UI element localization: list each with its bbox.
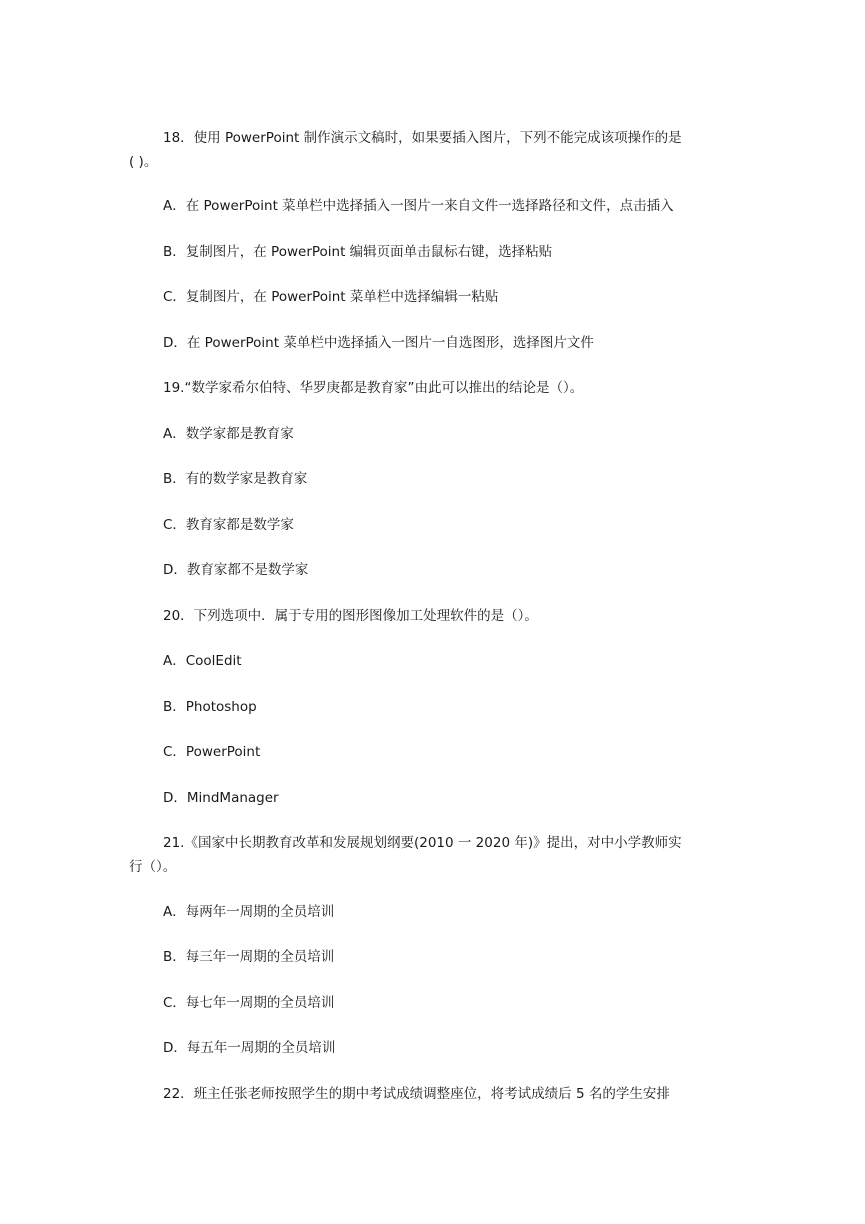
question-19-option-a: A．数学家都是教育家 xyxy=(163,426,294,442)
question-22-stem: 22．班主任张老师按照学生的期中考试成绩调整座位，将考试成绩后 5 名的学生安排 xyxy=(163,1086,670,1102)
question-18-option-d: D．在 PowerPoint 菜单栏中选择插入一图片一自选图形，选择图片文件 xyxy=(163,335,594,351)
question-21-option-c: C．每七年一周期的全员培训 xyxy=(163,995,335,1011)
question-20-option-a: A．CoolEdit xyxy=(163,653,242,669)
question-21-stem: 21.《国家中长期教育改革和发展规划纲要(2010 一 2020 年)》提出，对中小学教师实 xyxy=(163,835,682,851)
question-18-option-a: A．在 PowerPoint 菜单栏中选择插入一图片一来自文件一选择路径和文件，点击插入 xyxy=(163,198,674,214)
question-20-stem: 20．下列选项中．属于专用的图形图像加工处理软件的是（）。 xyxy=(163,608,538,624)
question-19-option-c: C．教育家都是数学家 xyxy=(163,517,294,533)
question-18-option-c: C．复制图片，在 PowerPoint 菜单栏中选择编辑一粘贴 xyxy=(163,289,499,305)
question-21-option-d: D．每五年一周期的全员培训 xyxy=(163,1040,336,1056)
question-19-option-b: B．有的数学家是教育家 xyxy=(163,471,308,487)
question-18-stem-cont: ( )。 xyxy=(129,154,158,170)
question-20-option-d: D．MindManager xyxy=(163,790,279,806)
question-21-option-a: A．每两年一周期的全员培训 xyxy=(163,904,335,920)
question-19-option-d: D．教育家都不是数学家 xyxy=(163,562,309,578)
question-21-stem-cont: 行（）。 xyxy=(129,859,177,875)
question-19-stem: 19.“数学家希尔伯特、华罗庚都是教育家”由此可以推出的结论是（）。 xyxy=(163,380,584,396)
question-20-option-c: C．PowerPoint xyxy=(163,744,261,760)
question-20-option-b: B．Photoshop xyxy=(163,699,257,715)
question-21-option-b: B．每三年一周期的全员培训 xyxy=(163,949,335,965)
question-18-stem: 18．使用 PowerPoint 制作演示文稿时，如果要插入图片，下列不能完成该项操作的是 xyxy=(163,130,682,146)
question-18-option-b: B．复制图片，在 PowerPoint 编辑页面单击鼠标右键，选择粘贴 xyxy=(163,244,553,260)
